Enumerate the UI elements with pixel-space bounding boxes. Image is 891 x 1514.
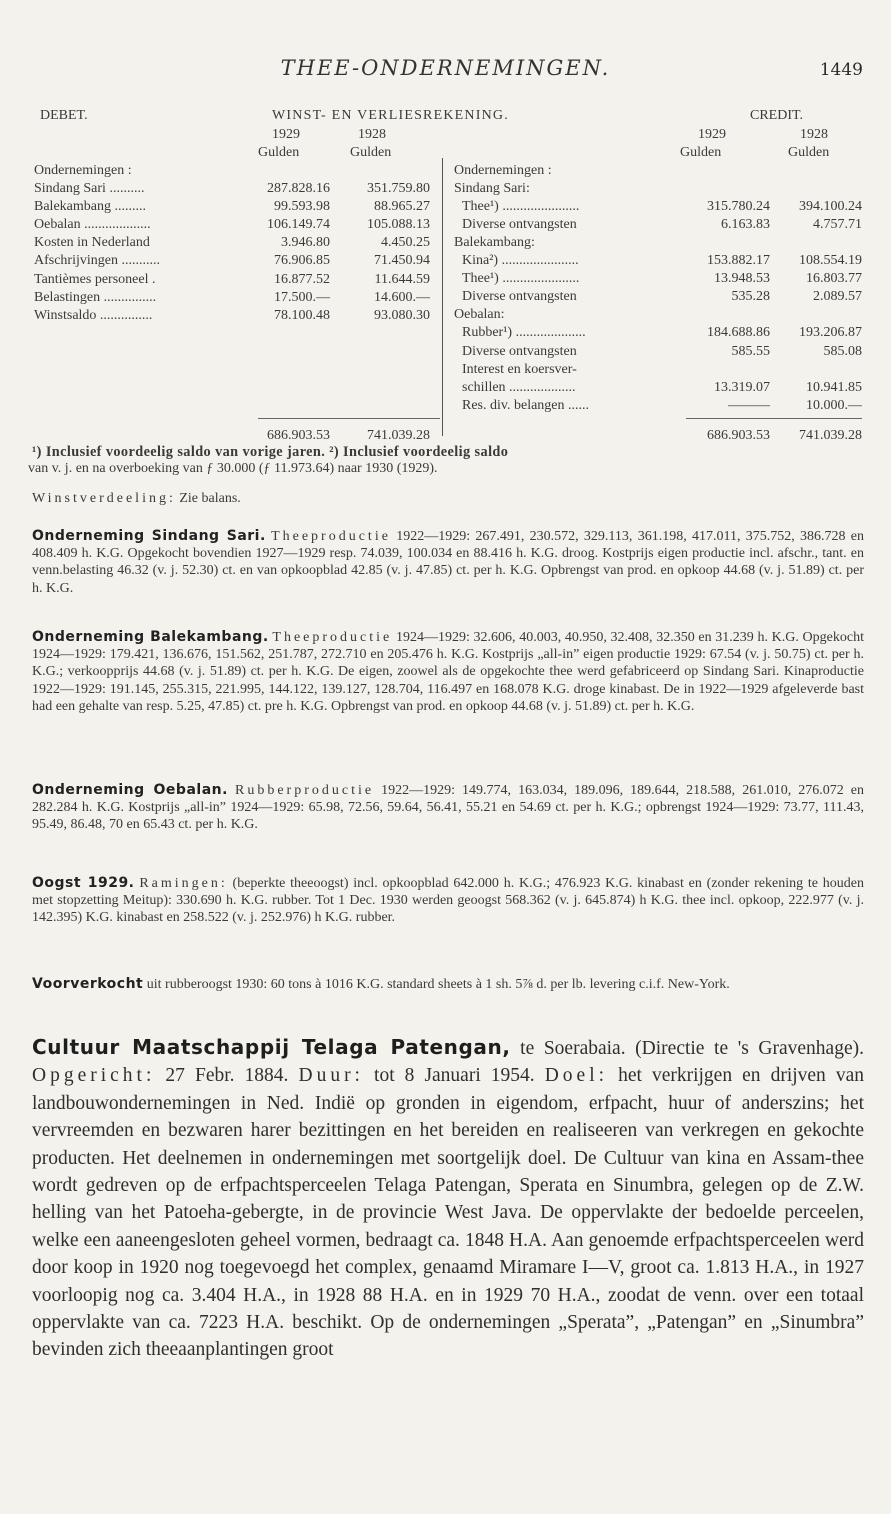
credit-row-label: Oebalan: [454, 307, 505, 322]
company-text-4: het verkrijgen en drijven van landbouwondernemingen in Ned. Indië op gronden in eigendom, erfpacht, huur of anderszins; het vervreemden en bezwaren harer bezittingen en het bereiden en realiseeren van verkregen en gekochte producten. Het deelnemen in ondernemingen met soortgelijk doel. De Cultuur van kina en Assam-thee wordt gedreven op de erfpachtsperceelen Telaga Patengan, Sperata en Sinumbra, gelegen op de Z.W. helling van het Patoeha-gebergte, in de provincie West Java. De oppervlakte der bedoelde perceelen, welke een aaneengesloten geheel vormen, bedraagt ca. 1848 H.A. Aan genoemde erfpachtsperceelen werd door koop in 1920 nog toegevoegd het complex, genaamd Miramare I—V, groot ca. 1.813 H.A., in 1927 voorloopig nog ca. 3.404 H.A., in 1928 88 H.A. en in 1929 70 H.A., zoodat de venn. over een totaal oppervlakte van ca. 7223 H.A. beschikt. Op de ondernemingen „Sperata”, „Patengan” en „Sinumbra” bevinden zich theeaanplantingen groot [32, 1065, 865, 1361]
credit-row-1928: 108.554.19 [799, 253, 862, 268]
credit-row-label: Rubber¹) .................... [462, 325, 586, 340]
credit-row-1928: 10.000.— [806, 398, 862, 413]
section-text: uit rubberoogst 1930: 60 tons à 1016 K.G. standard sheets à 1 sh. 5⅞ d. per lb. levering c.i.f. New-York. [143, 977, 730, 992]
section-voorverkocht [32, 976, 864, 993]
debit-row-label: Kosten in Nederland [34, 235, 150, 250]
debit-row-label: Afschrijvingen ........... [34, 253, 160, 268]
debit-row-label: Tantièmes personeel . [34, 272, 156, 287]
credit-row-1929: 315.780.24 [707, 199, 770, 214]
credit-row-1928: 193.206.87 [799, 325, 862, 340]
section-heading: Onderneming Balekambang. [32, 629, 269, 645]
right-unit-1928: Gulden [788, 145, 830, 160]
right-total-1928: 741.039.28 [799, 428, 862, 443]
section-oogst [32, 875, 864, 927]
credit-row-1929: 585.55 [731, 344, 770, 359]
account-title: WINST- EN VERLIESREKENING. [272, 108, 509, 123]
credit-row-label: Thee¹) ...................... [462, 271, 580, 286]
left-year-1929: 1929 [272, 127, 300, 142]
credit-row-label: schillen ................... [462, 380, 576, 395]
credit-row-label: Diverse ontvangsten [462, 344, 577, 359]
credit-row-1929: 535.28 [731, 289, 770, 304]
debit-row-1928: 14.600.— [374, 290, 430, 305]
opgericht-label: Opgericht: [32, 1065, 156, 1087]
credit-row-1929: 13.948.53 [714, 271, 770, 286]
left-total-1929: 686.903.53 [267, 428, 330, 443]
debit-row-1928: 11.644.59 [374, 272, 430, 287]
credit-row-1929: 184.688.86 [707, 325, 770, 340]
credit-row-label: Interest en koersver- [462, 362, 577, 377]
credit-row-label: Kina²) ...................... [462, 253, 579, 268]
left-total-1928: 741.039.28 [367, 428, 430, 443]
company-name: Cultuur Maatschappij Telaga Patengan, [32, 1035, 511, 1059]
debit-row-label: Winstsaldo ............... [34, 308, 153, 323]
debit-row-1929: 99.593.98 [274, 199, 330, 214]
debit-row-1929: 17.500.— [274, 290, 330, 305]
section-lead: Theeproductie [271, 529, 391, 544]
winstverdeeling-text: Zie balans. [175, 491, 241, 506]
debit-row-1929: 106.149.74 [267, 217, 330, 232]
table-divider [442, 158, 443, 436]
debit-row-label: Balekambang ......... [34, 199, 146, 214]
section-sindang-sari [32, 528, 864, 597]
left-total-rule [258, 418, 440, 419]
credit-row-1929: 153.882.17 [707, 253, 770, 268]
section-text: (beperkte theeoogst) incl. opkoopblad 642.000 h. K.G.; 476.923 K.G. kinabast en (zonder rekening te houden met stopzetting Meitup): 330.690 h. K.G. rubber. Tot 1 Dec. 1930 werden geoogst 568.362 (v. j. 645.874) h K.G. thee incl. opkoop, 222.977 (v. j. 142.395) K.G. kinabast en 258.522 (v. j. 252.976) h K.G. rubber. [32, 876, 865, 926]
credit-row-label: Diverse ontvangsten [462, 217, 577, 232]
winstverdeeling-label: Winstverdeeling: [32, 491, 176, 506]
debit-row-1929: 78.100.48 [274, 308, 330, 323]
credit-row-1928: 2.089.57 [813, 289, 862, 304]
section-heading: Voorverkocht [32, 976, 144, 992]
section-heading: Onderneming Sindang Sari. [32, 528, 266, 544]
left-unit-1929: Gulden [258, 145, 300, 160]
credit-row-1928: 394.100.24 [799, 199, 862, 214]
debit-row-1928: 4.450.25 [381, 235, 430, 250]
section-lead: Theeproductie [272, 630, 393, 645]
left-group-label: Ondernemingen : [34, 163, 132, 178]
debet-label: DEBET. [40, 108, 88, 123]
right-year-1929: 1929 [698, 127, 726, 142]
credit-row-1928: 4.757.71 [813, 217, 862, 232]
company-entry [32, 1034, 864, 1364]
credit-row-1928: 585.08 [823, 344, 862, 359]
duur-label: Duur: [298, 1065, 364, 1087]
debit-row-1929: 287.828.16 [267, 181, 330, 196]
section-text: 1922—1929: 267.491, 230.572, 329.113, 361.198, 417.011, 375.752, 386.728 en 408.409 h. K.G. Opgekocht bovendien 1927—1929 resp. 74.039, 100.034 en 88.416 h. K.G. droog. Kostprijs eigen productie incl. afschr., tant. en venn.belasting 46.32 (v. j. 52.30) ct. en van opkoopblad 42.85 (v. j. 47.85) ct. per h. K.G. Opbrengst van prod. en opkoop 44.68 (v. j. 51.89) ct. per h. K.G. [32, 529, 864, 596]
section-oebalan [32, 782, 864, 834]
credit-row-label: Sindang Sari: [454, 181, 530, 196]
debit-row-1928: 351.759.80 [367, 181, 430, 196]
footnote-line-1: ¹) Inclusief voordeelig saldo van vorige jaren. ²) Inclusief voordeelig saldo [32, 444, 509, 460]
credit-row-1929: 6.163.83 [721, 217, 770, 232]
company-text-2: 27 Febr. 1884. [155, 1065, 299, 1087]
credit-row-label: Ondernemingen : [454, 163, 552, 178]
section-lead: Ramingen: [139, 876, 228, 891]
company-text-3: tot 8 Januari 1954. [363, 1065, 545, 1087]
credit-row-1928: 16.803.77 [806, 271, 862, 286]
section-lead: Rubberproductie [234, 783, 375, 798]
credit-row-label: Res. div. belangen ...... [462, 398, 590, 413]
credit-label: CREDIT. [750, 108, 804, 123]
company-text-1: te Soerabaia. (Directie te 's Gravenhage). [510, 1038, 864, 1059]
debit-row-label: Oebalan ................... [34, 217, 151, 232]
page-number: 1449 [819, 60, 863, 80]
page-title: THEE-ONDERNEMINGEN. [280, 56, 611, 80]
credit-row-1928: 10.941.85 [806, 380, 862, 395]
credit-row-1929: 13.319.07 [714, 380, 770, 395]
section-text: 1922—1929: 149.774, 163.034, 189.096, 189.644, 218.588, 261.010, 276.072 en 282.284 h. K.G. Kostprijs „all-in” 1924—1929: 65.98, 72.56, 59.64, 56.41, 55.21 en 54.69 ct. per h. K.G.; opbrengst 1924—1929: 73.77, 111.43, 95.49, 86.48, 70 en 65.43 ct. per h. K.G. [32, 783, 865, 833]
section-balekambang [32, 629, 864, 715]
left-year-1928: 1928 [358, 127, 386, 142]
winstverdeeling [32, 490, 864, 507]
debit-row-1929: 16.877.52 [274, 272, 330, 287]
debit-row-label: Sindang Sari .......... [34, 181, 145, 196]
credit-row-label: Thee¹) ...................... [462, 199, 580, 214]
debit-row-label: Belastingen ............... [34, 290, 157, 305]
debit-row-1929: 76.906.85 [274, 253, 330, 268]
debit-row-1929: 3.946.80 [281, 235, 330, 250]
section-heading: Onderneming Oebalan. [32, 782, 228, 798]
section-text: 1924—1929: 32.606, 40.003, 40.950, 32.408, 32.350 en 31.239 h. K.G. Opgekocht 1924—1929: 179.421, 136.676, 151.562, 251.787, 272.710 en 205.476 h. K.G. Kostprijs „all-in” eigen productie 1929: 67.54 (v. j. 50.75) ct. per h. K.G.; verkoopprijs 44.68 (v. j. 51.89) ct. per h. K.G. De eigen, zoowel als de opgekochte thee werd gefabriceerd op Sindang Sari. Kinaproductie 1922—1929: 191.145, 255.315, 221.995, 144.122, 139.127, 128.704, 116.497 en 168.078 K.G. droge kinabast. De in 1922—1929 afgeleverde bast had een gehalte van resp. 5.25, 47.85) ct. pre h. K.G. Opbrengst van prod. en opkoop 44.68 (v. j. 51.89) ct. per h. K.G. [32, 630, 864, 714]
debit-row-1928: 93.080.30 [374, 308, 430, 323]
debit-row-1928: 71.450.94 [374, 253, 430, 268]
credit-row-label: Balekambang: [454, 235, 535, 250]
debit-row-1928: 88.965.27 [374, 199, 430, 214]
right-unit-1929: Gulden [680, 145, 722, 160]
right-total-rule [686, 418, 862, 419]
section-heading: Oogst 1929. [32, 875, 135, 891]
debit-row-1928: 105.088.13 [367, 217, 430, 232]
doel-label: Doel: [544, 1065, 609, 1087]
right-year-1928: 1928 [800, 127, 828, 142]
credit-row-1929: ——— [728, 398, 770, 413]
right-total-1929: 686.903.53 [707, 428, 770, 443]
footnote-line-2: van v. j. en na overboeking van ƒ 30.000 (ƒ 11.973.64) naar 1930 (1929). [28, 461, 438, 476]
credit-row-label: Diverse ontvangsten [462, 289, 577, 304]
left-unit-1928: Gulden [350, 145, 392, 160]
